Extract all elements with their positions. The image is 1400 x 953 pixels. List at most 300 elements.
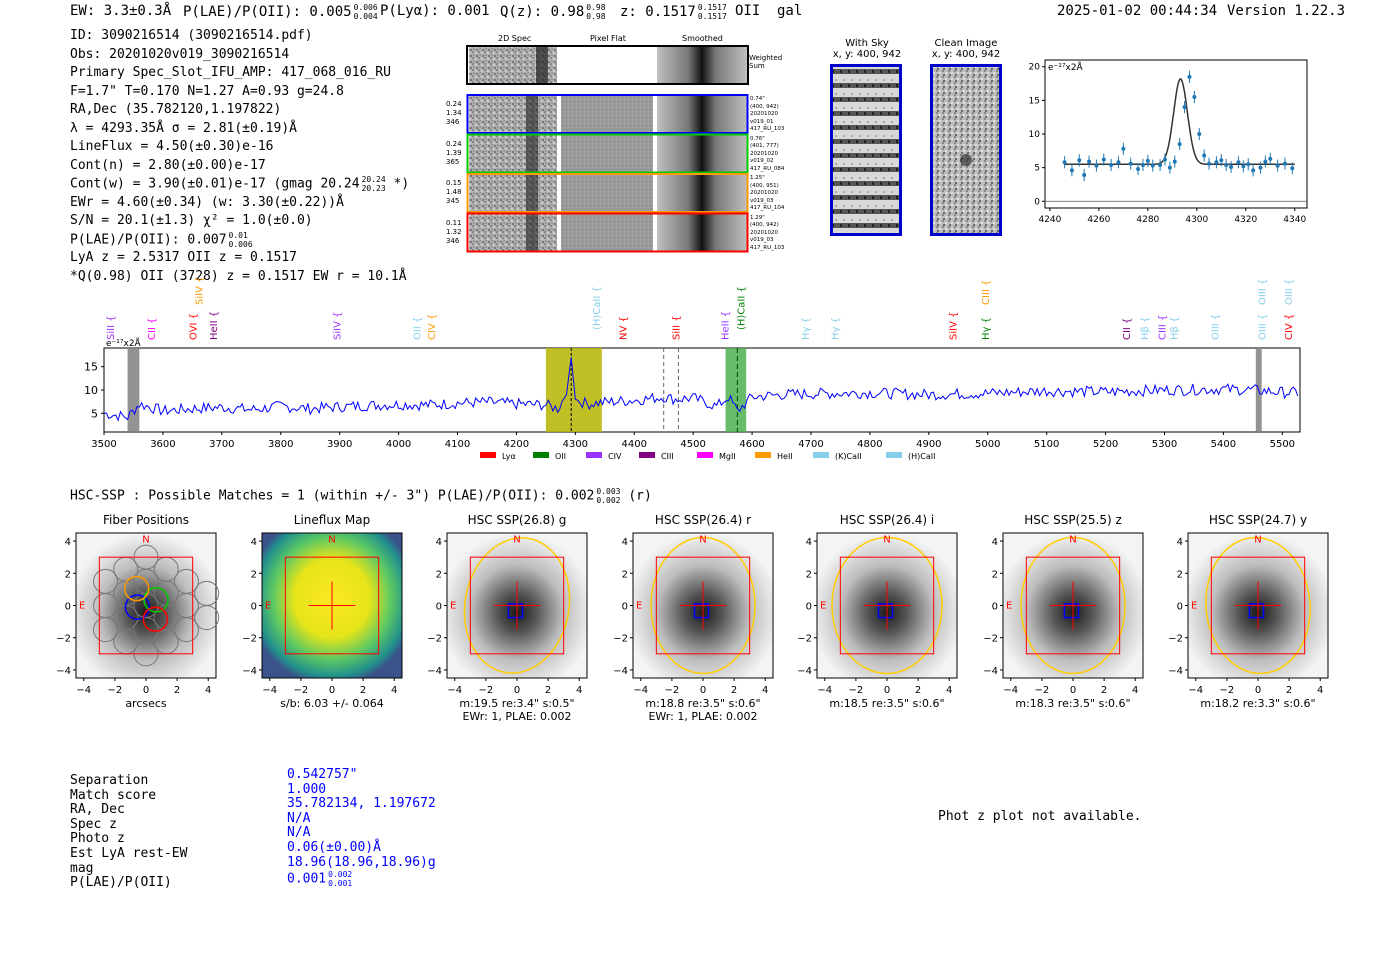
hsc-xtick-label: −2 [848, 685, 864, 696]
fit-data-point [1102, 158, 1106, 162]
fit-xtick-label: 4260 [1087, 215, 1111, 225]
match-value: 0.001 0.002 0.001 [287, 870, 353, 889]
fit-ytick-label: 10 [1028, 130, 1040, 140]
spectrum-xtick-label: 3800 [268, 439, 294, 450]
hsc-ytick-label: 4 [991, 537, 998, 549]
fit-xtick-label: 4240 [1038, 215, 1062, 225]
info-q: *Q(0.98) OII (3728) z = 0.1517 EW r = 10.1Å [70, 268, 407, 284]
hsc-xtick-label: 2 [173, 685, 181, 696]
hsc-title: HSC-SSP : Possible Matches = 1 (within +/- 3") P(LAE)/P(OII): 0.002 0.003 0.002 (r) [70, 487, 652, 505]
cutout-row-right-label: 0.76" (401, 777) 20201020 v019_02 417_RU_084 [750, 135, 785, 172]
hsc-ytick-label: 0 [621, 601, 628, 613]
spectrum-shaded-region [546, 348, 602, 432]
east-label: E [1191, 600, 1198, 612]
fit-data-point [1268, 157, 1272, 161]
header-z: z: 0.1517 0.1517 0.1517 [620, 3, 727, 21]
north-label: N [1069, 534, 1077, 546]
spectrum-line-id-label: CII { [147, 317, 159, 340]
spectrum-xtick-label: 5200 [1092, 439, 1119, 450]
spectrum-xtick-label: 4700 [798, 439, 824, 450]
line-fit-chart [1025, 52, 1315, 232]
spectrum-legend-label: (H)CaII [908, 452, 936, 461]
spectrum-xtick-label: 4100 [444, 439, 471, 450]
full-spectrum-chart [60, 275, 1320, 465]
hsc-panel-caption: s/b: 6.03 +/- 0.064 [280, 697, 384, 710]
hsc-panel-title: HSC SSP(26.8) g [467, 513, 567, 527]
info-obs: Obs: 20201020v019_3090216514 [70, 46, 290, 62]
cutout-pixel-flat [561, 136, 653, 172]
spectrum-line-id-label: Hβ { [1169, 316, 1181, 340]
header-qz: Q(z): 0.98 0.98 0.98 [500, 3, 606, 21]
fit-data-point [1082, 173, 1086, 177]
spectrum-xtick-label: 4900 [916, 439, 942, 450]
hsc-cutout-panel [240, 530, 410, 698]
hsc-panel-caption: m:18.5 re:3.5" s:0.6" [829, 697, 945, 710]
match-value: N/A [287, 810, 311, 826]
hsc-panel-caption-2: EWr: 1, PLAE: 0.002 [648, 710, 758, 723]
spectrum-line-id-label: Hβ { [1139, 316, 1151, 340]
hsc-panel-caption-2: EWr: 1, PLAE: 0.002 [462, 710, 572, 723]
cutout-2d-spec [469, 136, 557, 172]
fit-data-point [1063, 160, 1067, 164]
spectrum-xtick-label: 5000 [975, 439, 1001, 450]
cutout-2d-trace [526, 175, 538, 211]
spectrum-legend-label: HeII [777, 452, 793, 461]
cutout-row-left-label: 0.15 1.48 345 [446, 179, 462, 205]
fit-data-point [1263, 160, 1267, 164]
header-class: gal [777, 3, 803, 19]
hsc-ytick-label: −2 [797, 633, 812, 645]
spectrum-line-id-label: NV { [618, 316, 630, 340]
clean-image-title: Clean Image x, y: 400, 942 [931, 38, 1001, 60]
info-id: ID: 3090216514 (3090216514.pdf) [70, 28, 313, 43]
hsc-xtick-label: 4 [1317, 685, 1324, 696]
hsc-xtick-label: 2 [730, 685, 738, 696]
info-lambda: λ = 4293.35Å σ = 2.81(±0.19)Å [70, 120, 297, 136]
hsc-ytick-label: −4 [427, 665, 442, 677]
hsc-ytick-label: 0 [250, 601, 257, 613]
spectrum-legend-swatch [639, 452, 655, 458]
spectrum-xtick-label: 4800 [857, 439, 883, 450]
hsc-ytick-label: −2 [56, 633, 71, 645]
match-label: RA, Dec [70, 802, 125, 818]
hsc-xtick-label: 4 [946, 685, 953, 696]
hsc-cutout-panel [425, 530, 595, 698]
spectrum-line-id-label: OII { [412, 316, 424, 340]
spectrum-line-id-label: SiIV { [948, 311, 960, 340]
col-2d-spec: 2D Spec [498, 34, 532, 43]
north-label: N [142, 534, 150, 546]
info-ewr: EWr = 4.60(±0.34) (w: 3.30(±0.22))Å [70, 194, 344, 210]
spectrum-xtick-label: 4000 [385, 439, 412, 450]
spectrum-line-id-label: SiII { [671, 315, 683, 340]
header-ew: EW: 3.3±0.3Å [70, 3, 172, 19]
spectrum-line-id-label: OIII { [1210, 313, 1222, 340]
match-value: N/A [287, 825, 311, 841]
cutout-row-left-label: 0.24 1.34 346 [446, 100, 462, 126]
fit-data-point [1173, 160, 1177, 164]
with-sky-title: With Sky x, y: 400, 942 [832, 38, 902, 60]
hsc-xtick-label: −4 [817, 685, 833, 696]
fit-data-point [1241, 164, 1245, 168]
hsc-ytick-label: 4 [621, 537, 628, 549]
spectrum-legend-label: CIV [608, 452, 622, 461]
match-label: Match score [70, 787, 157, 803]
hsc-ytick-label: 4 [64, 537, 71, 549]
hsc-ytick-label: −4 [1168, 665, 1183, 677]
hsc-ytick-label: −2 [242, 633, 257, 645]
header-version: Version 1.22.3 [1227, 3, 1346, 19]
cutout-pixel-flat [561, 96, 653, 132]
fit-data-point [1070, 168, 1074, 172]
spectrum-line-id-label: SiIV { [194, 276, 206, 305]
hsc-xtick-label: −4 [1003, 685, 1019, 696]
hsc-ytick-label: −2 [983, 633, 998, 645]
spectrum-line-id-label: Hγ { [980, 317, 992, 340]
fit-xtick-label: 4280 [1136, 215, 1160, 225]
match-label: Separation [70, 773, 149, 788]
cutout-2d-spec [469, 96, 557, 132]
match-label: Spec z [70, 816, 117, 832]
east-label: E [265, 600, 272, 612]
hsc-cutout-panel [795, 530, 965, 698]
fit-xtick-label: 4320 [1234, 215, 1258, 225]
match-label: Photo z [70, 831, 125, 847]
fit-data-point [1109, 163, 1113, 167]
fit-ytick-label: 5 [1034, 163, 1040, 174]
match-value: 1.000 [287, 781, 327, 797]
info-contn: Cont(n) = 2.80(±0.00)e-17 [70, 157, 266, 173]
spectrum-ytick-label: 5 [91, 407, 98, 421]
hsc-cutout-panel [981, 530, 1151, 698]
header-line: OII [735, 3, 761, 19]
photz-note: Phot z plot not available. [938, 809, 1142, 824]
fit-data-point [1202, 154, 1206, 158]
header-timestamp: 2025-01-02 00:44:34 [1057, 3, 1218, 19]
cutout-row-left-label: 0.11 1.32 346 [446, 218, 462, 245]
spectrum-line-id-label: OIII { [1284, 278, 1296, 305]
info-block [70, 27, 409, 286]
hsc-xtick-label: 0 [1069, 685, 1077, 696]
hsc-ytick-label: 2 [621, 569, 628, 581]
hsc-panel-title: HSC SSP(25.5) z [1024, 513, 1122, 527]
fit-data-point [1214, 160, 1218, 164]
hsc-xtick-label: 0 [1254, 685, 1262, 696]
spectrum-ytick-label: 10 [84, 384, 98, 397]
fit-data-point [1276, 164, 1280, 168]
spectrum-xtick-label: 5100 [1033, 439, 1060, 450]
spectrum-legend-swatch [755, 452, 771, 458]
fit-data-point [1094, 164, 1098, 168]
hsc-ytick-label: 0 [805, 601, 812, 613]
hsc-ytick-label: 2 [1176, 569, 1183, 581]
fit-data-point [1187, 75, 1191, 79]
spectrum-legend-label: Lyα [502, 452, 516, 461]
fit-data-point [1219, 158, 1223, 162]
fit-xtick-label: 4300 [1185, 215, 1209, 225]
cutout-smoothed [657, 175, 747, 211]
north-label: N [328, 534, 336, 546]
fit-data-point [1290, 166, 1294, 170]
hsc-xtick-label: 0 [883, 685, 891, 696]
spectrum-legend-swatch [697, 452, 713, 458]
fit-data-point [1163, 158, 1167, 162]
spectrum-xtick-label: 5500 [1269, 439, 1296, 450]
spectrum-line-id-label: CIII { [980, 279, 992, 305]
hsc-xtick-label: 2 [544, 685, 552, 696]
hsc-xtick-label: −2 [107, 685, 123, 696]
east-label: E [636, 600, 643, 612]
match-values [287, 768, 436, 888]
cutout-strip [466, 45, 750, 253]
hsc-panel-title: Lineflux Map [293, 513, 371, 527]
hsc-ytick-label: 4 [435, 537, 442, 549]
fit-data-point [1158, 163, 1162, 167]
match-label: Est LyA rest-EW [70, 845, 188, 861]
fit-axes-frame [1045, 60, 1307, 208]
cutout-2d-trace [526, 96, 538, 132]
info-primary: Primary Spec_Slot_IFU_AMP: 417_068_016_RU [70, 65, 391, 80]
hsc-ytick-label: −2 [613, 633, 628, 645]
hsc-xtick-label: 2 [914, 685, 922, 696]
hsc-ytick-label: −4 [56, 665, 71, 677]
hsc-xtick-label: −2 [1219, 685, 1235, 696]
spectrum-legend-swatch [886, 452, 902, 458]
hsc-cutout-panel [1166, 530, 1336, 698]
match-labels [70, 774, 187, 891]
hsc-cutout-panel [611, 530, 781, 698]
spectrum-shaded-region [128, 348, 140, 432]
hsc-ytick-label: 4 [250, 537, 257, 549]
fit-data-point [1251, 168, 1255, 172]
east-label: E [450, 600, 457, 612]
spectrum-line-id-label: HeII { [209, 310, 220, 340]
hsc-panel-caption: m:19.5 re:3.4" s:0.5" [459, 697, 575, 710]
spectrum-xtick-label: 3900 [326, 439, 353, 450]
fit-ylabel: e⁻¹⁷x2Å [1048, 63, 1083, 73]
hsc-ytick-label: 2 [991, 569, 998, 581]
spectrum-xtick-label: 4500 [680, 439, 706, 450]
spectrum-legend-swatch [533, 452, 549, 458]
hsc-xtick-label: −4 [76, 685, 92, 696]
header-plae: P(LAE)/P(OII): 0.005 0.006 0.004 [183, 3, 378, 21]
fit-data-point [1077, 158, 1081, 162]
with-sky-image [830, 64, 902, 236]
spectrum-line-id-label: CIII { [1157, 314, 1169, 340]
hsc-xtick-label: 0 [328, 685, 336, 696]
fit-data-point [1197, 132, 1201, 136]
east-label: E [820, 600, 827, 612]
spectrum-legend-swatch [586, 452, 602, 458]
hsc-xtick-label: −4 [447, 685, 463, 696]
hsc-ytick-label: 0 [991, 601, 998, 613]
cutout-smoothed [657, 215, 747, 251]
spectrum-ylabel: e⁻¹⁷x2Å [106, 339, 141, 349]
hsc-panel-caption: arcsecs [125, 697, 167, 710]
hsc-xtick-label: 2 [359, 685, 367, 696]
hsc-ytick-label: 2 [805, 569, 812, 581]
spectrum-legend-swatch [813, 452, 829, 458]
spectrum-line-id-label: (H)CaII { [592, 286, 603, 330]
spectrum-xtick-label: 4400 [621, 439, 647, 450]
spectrum-xtick-label: 3700 [209, 439, 235, 450]
spectrum-line-id-label: SiII { [105, 315, 117, 340]
fit-data-point [1168, 166, 1172, 170]
hsc-xtick-label: 0 [142, 685, 150, 696]
hsc-panel-caption: m:18.3 re:3.5" s:0.6" [1015, 697, 1131, 710]
info-contw: Cont(w) = 3.90(±0.01)e-17 (gmag 20.24 20.24 20.23 *) [70, 175, 410, 193]
hsc-ytick-label: 2 [64, 569, 71, 581]
north-label: N [699, 534, 707, 546]
spectrum-xtick-label: 4600 [739, 439, 765, 450]
cutout-row-right-label: 1.29" (400, 942) 20201020 v019_03 417_RU_103 [750, 214, 785, 251]
spectrum-legend-label: OII [555, 452, 567, 461]
hsc-xtick-label: −2 [1034, 685, 1050, 696]
hsc-xtick-label: 4 [576, 685, 583, 696]
info-lya: LyA z = 2.5317 OII z = 0.1517 [70, 250, 297, 265]
fit-data-point [1141, 163, 1145, 167]
match-value: 35.782134, 1.197672 [287, 796, 436, 812]
hsc-xtick-label: −2 [478, 685, 494, 696]
hsc-xtick-label: 4 [391, 685, 398, 696]
header-plya: P(Lyα): 0.001 [380, 3, 490, 19]
cutout-2d-trace [526, 136, 538, 172]
fit-data-point [1236, 160, 1240, 164]
fit-data-point [1178, 142, 1182, 146]
spectrum-ytick-label: 15 [84, 360, 98, 374]
hsc-xtick-label: −2 [664, 685, 680, 696]
east-label: E [79, 600, 86, 612]
hsc-xtick-label: 4 [205, 685, 212, 696]
hsc-ytick-label: 0 [1176, 601, 1183, 613]
hsc-panel-title: HSC SSP(26.4) i [839, 513, 935, 527]
hsc-panel-caption: m:18.2 re:3.3" s:0.6" [1200, 697, 1316, 710]
hsc-xtick-label: −4 [262, 685, 278, 696]
match-value: 0.06(±0.00)Å [287, 839, 381, 855]
fit-data-point [1246, 162, 1250, 166]
hsc-panel-title: HSC SSP(24.7) y [1208, 513, 1308, 527]
hsc-ytick-label: −4 [983, 665, 998, 677]
spectrum-line-id-label: Hγ { [830, 317, 842, 340]
hsc-panel-caption: m:18.8 re:3.5" s:0.6" [645, 697, 761, 710]
north-label: N [883, 534, 891, 546]
spectrum-line-id-label: OVI { [188, 312, 200, 340]
cutout-pixel-flat [561, 175, 653, 211]
info-plae: P(LAE)/P(OII): 0.007 0.01 0.006 [70, 230, 253, 249]
hsc-panel-title: HSC SSP(26.4) r [654, 513, 752, 527]
fit-ytick-label: 15 [1028, 96, 1040, 107]
hsc-ytick-label: −4 [797, 665, 812, 677]
fit-data-point [1146, 159, 1150, 163]
hsc-ytick-label: −4 [242, 665, 257, 677]
fit-ytick-label: 0 [1034, 197, 1040, 208]
hsc-xtick-label: 2 [1285, 685, 1293, 696]
hsc-ytick-label: −2 [427, 633, 442, 645]
weighted-sum-label: Weighted Sum [749, 54, 783, 70]
match-label: P(LAE)/P(OII) [70, 875, 172, 891]
spectrum-shaded-region [726, 348, 747, 432]
fit-data-point [1183, 105, 1187, 109]
fit-xtick-label: 4340 [1283, 215, 1307, 225]
spectrum-xtick-label: 3600 [150, 439, 176, 450]
hsc-xtick-label: 2 [1100, 685, 1108, 696]
hsc-ytick-label: 0 [435, 601, 442, 613]
weighted-sum-row [467, 46, 748, 84]
cutout-smoothed [657, 96, 747, 132]
fit-data-point [1136, 167, 1140, 171]
spectrum-xtick-label: 3500 [91, 439, 117, 450]
hsc-xtick-label: 4 [762, 685, 769, 696]
hsc-xtick-label: 0 [513, 685, 521, 696]
spectrum-xtick-label: 4300 [562, 439, 589, 450]
spectrum-line-id-label: CIV { [427, 313, 438, 340]
spectrum-legend-label: CIII [661, 452, 674, 461]
hsc-xtick-label: 0 [699, 685, 707, 696]
spectrum-line-id-label: SiIV { [332, 311, 344, 340]
fit-data-point [1258, 166, 1262, 170]
north-label: N [1254, 534, 1262, 546]
spectrum-xtick-label: 5300 [1151, 439, 1178, 450]
fit-ytick-label: 20 [1028, 62, 1040, 73]
cutout-smoothed [657, 136, 747, 172]
cutout-2d-trace [526, 215, 538, 251]
spectrum-line-id-label: (H)CaII { [736, 286, 748, 330]
cutout-row-right-label: 0.74" (400, 942) 20201020 v019_01 417_RU_103 [750, 96, 785, 132]
spectrum-line-id-label: CIV { [1284, 313, 1296, 340]
cutout-pixel-flat [561, 215, 653, 251]
match-value: 0.542757" [287, 767, 358, 782]
spectrum-xtick-label: 5400 [1210, 439, 1237, 450]
spectrum-legend-swatch [480, 452, 496, 458]
north-label: N [513, 534, 521, 546]
info-lineflux: LineFlux = 4.50(±0.30)e-16 [70, 139, 274, 154]
clean-image [930, 64, 1002, 236]
hsc-ytick-label: 4 [1176, 537, 1183, 549]
info-params: F=1.7" T=0.170 N=1.27 A=0.93 g=24.8 [70, 83, 344, 99]
cutout-2d-spec [469, 175, 557, 211]
fit-data-point [1151, 164, 1155, 168]
match-label: mag [70, 860, 94, 876]
spectrum-line-id-label: OIII { [1257, 313, 1269, 340]
hsc-xtick-label: 4 [1132, 685, 1139, 696]
fit-data-point [1224, 163, 1228, 167]
col-pixel-flat: Pixel Flat [590, 34, 626, 43]
fit-data-point [1121, 147, 1125, 151]
fit-data-point [1283, 162, 1287, 166]
hsc-ytick-label: −2 [1168, 633, 1183, 645]
info-radec: RA,Dec (35.782120,1.197822) [70, 102, 282, 117]
hsc-ytick-label: 0 [64, 601, 71, 613]
spectrum-line-id-label: HeII { [720, 310, 732, 340]
hsc-ytick-label: −4 [613, 665, 628, 677]
cutout-2d-spec [469, 215, 557, 251]
east-label: E [1006, 600, 1013, 612]
match-value: 18.96(18.96,18.96)g [287, 854, 436, 870]
hsc-ytick-label: 4 [805, 537, 812, 549]
hsc-xtick-label: −2 [293, 685, 309, 696]
spectrum-line-id-label: CII { [1122, 317, 1134, 340]
spectrum-legend-label: MgII [719, 452, 736, 461]
fit-data-point [1207, 162, 1211, 166]
spectrum-xtick-label: 4200 [503, 439, 530, 450]
spectrum-line-id-label: Hγ { [801, 317, 813, 340]
spectrum-legend-label: (K)CaII [835, 452, 862, 461]
fit-data-point [1229, 165, 1233, 169]
fit-data-point [1129, 162, 1133, 166]
hsc-xtick-label: −4 [633, 685, 649, 696]
hsc-cutout-panel [54, 530, 224, 698]
col-smoothed: Smoothed [682, 34, 723, 43]
